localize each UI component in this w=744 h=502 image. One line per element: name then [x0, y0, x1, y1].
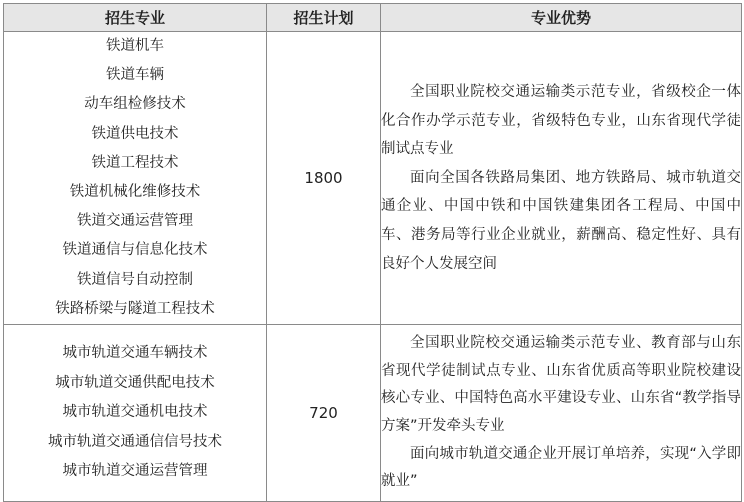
enrollment-table — [3, 3, 742, 502]
majors-cell — [4, 32, 267, 325]
major-item: 城市轨道交通机电技术 — [62, 404, 208, 421]
header-advantage: 专业优势 — [381, 4, 742, 32]
major-item: 铁道信号自动控制 — [77, 271, 193, 288]
advantage-paragraph: 全国职业院校交通运输类示范专业、教育部与山东省现代学徒制试点专业、山东省优质高等职业院校建设核心专业、中国特色高水平建设专业、山东省“教学指导方案”开发牵头专业 — [381, 335, 741, 435]
major-item: 城市轨道交通车辆技术 — [62, 345, 208, 362]
header-row — [4, 4, 742, 32]
table-row — [4, 32, 742, 325]
major-item: 铁道车辆 — [106, 67, 164, 84]
plan-cell: 1800 — [267, 32, 381, 325]
major-item: 铁道供电技术 — [91, 125, 179, 142]
major-item: 铁道通信与信息化技术 — [62, 242, 208, 259]
major-item: 铁道交通运营管理 — [77, 213, 193, 230]
advantage-paragraph: 全国职业院校交通运输类示范专业，省级校企一体化合作办学示范专业，省级特色专业，山东省现代学徒制试点专业 — [381, 83, 741, 158]
major-item: 城市轨道交通通信信号技术 — [48, 433, 222, 450]
header-plan: 招生计划 — [267, 4, 381, 32]
major-item: 城市轨道交通供配电技术 — [55, 374, 215, 391]
major-item: 铁道机械化维修技术 — [69, 184, 201, 201]
advantage-cell — [381, 325, 742, 502]
header-major: 招生专业 — [4, 4, 267, 32]
advantage-paragraph: 面向城市轨道交通企业开展订单培养，实现“入学即就业” — [381, 445, 741, 490]
major-item: 动车组检修技术 — [84, 96, 186, 113]
major-item: 城市轨道交通运营管理 — [62, 463, 208, 480]
major-item: 铁路桥梁与隧道工程技术 — [55, 300, 215, 317]
majors-cell — [4, 325, 267, 502]
plan-cell: 720 — [267, 325, 381, 502]
major-item: 铁道机车 — [106, 38, 164, 54]
major-item: 铁道工程技术 — [91, 154, 179, 171]
advantage-paragraph: 面向全国各铁路局集团、地方铁路局、城市轨道交通企业、中国中铁和中国铁建集团各工程局、中国中车、港务局等行业企业就业，薪酬高、稳定性好、具有良好个人发展空间 — [381, 169, 741, 272]
table-row — [4, 325, 742, 502]
advantage-cell — [381, 32, 742, 325]
